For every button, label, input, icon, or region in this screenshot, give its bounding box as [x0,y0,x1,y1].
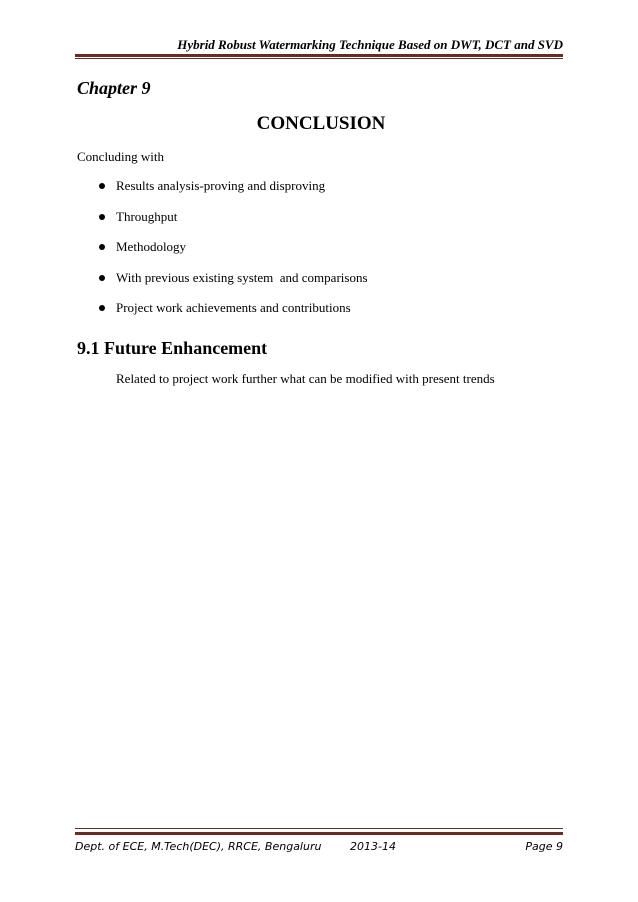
footer-rule-thick [75,832,563,835]
header-rule-thin [75,58,563,59]
bullet-dot-icon [99,275,105,281]
section-heading: 9.1 Future Enhancement [77,338,268,358]
header-rule-thick [75,54,563,57]
bullet-dot-icon [99,214,105,220]
chapter-heading: CONCLUSION [256,113,386,134]
footer-year: 2013-14 [350,840,396,853]
header-title: Hybrid Robust Watermarking Technique Based on DWT, DCT and SVD [177,37,563,52]
bullet-dot-icon [99,305,105,311]
chapter-label: Chapter 9 [77,78,151,98]
bullet-dot-icon [99,183,105,189]
footer-dept: Dept. of ECE, M.Tech(DEC), RRCE, Bengaluru [75,840,322,853]
page-header [75,37,563,59]
section-text: Related to project work further what can be modified with present trends [116,371,495,386]
bullet-text: With previous existing system and comparisons [116,269,368,285]
intro-text: Concluding with [77,149,165,164]
footer-page-number: Page 9 [525,840,563,853]
footer-rule-thin [75,828,563,829]
bullet-dot-icon [99,244,105,250]
page-footer [75,828,563,858]
bullet-text: Project work achievements and contributions [116,300,351,315]
bullet-text: Throughput [116,208,178,224]
bullet-text: Methodology [116,239,187,254]
bullet-text: Results analysis-proving and disproving [116,178,326,193]
